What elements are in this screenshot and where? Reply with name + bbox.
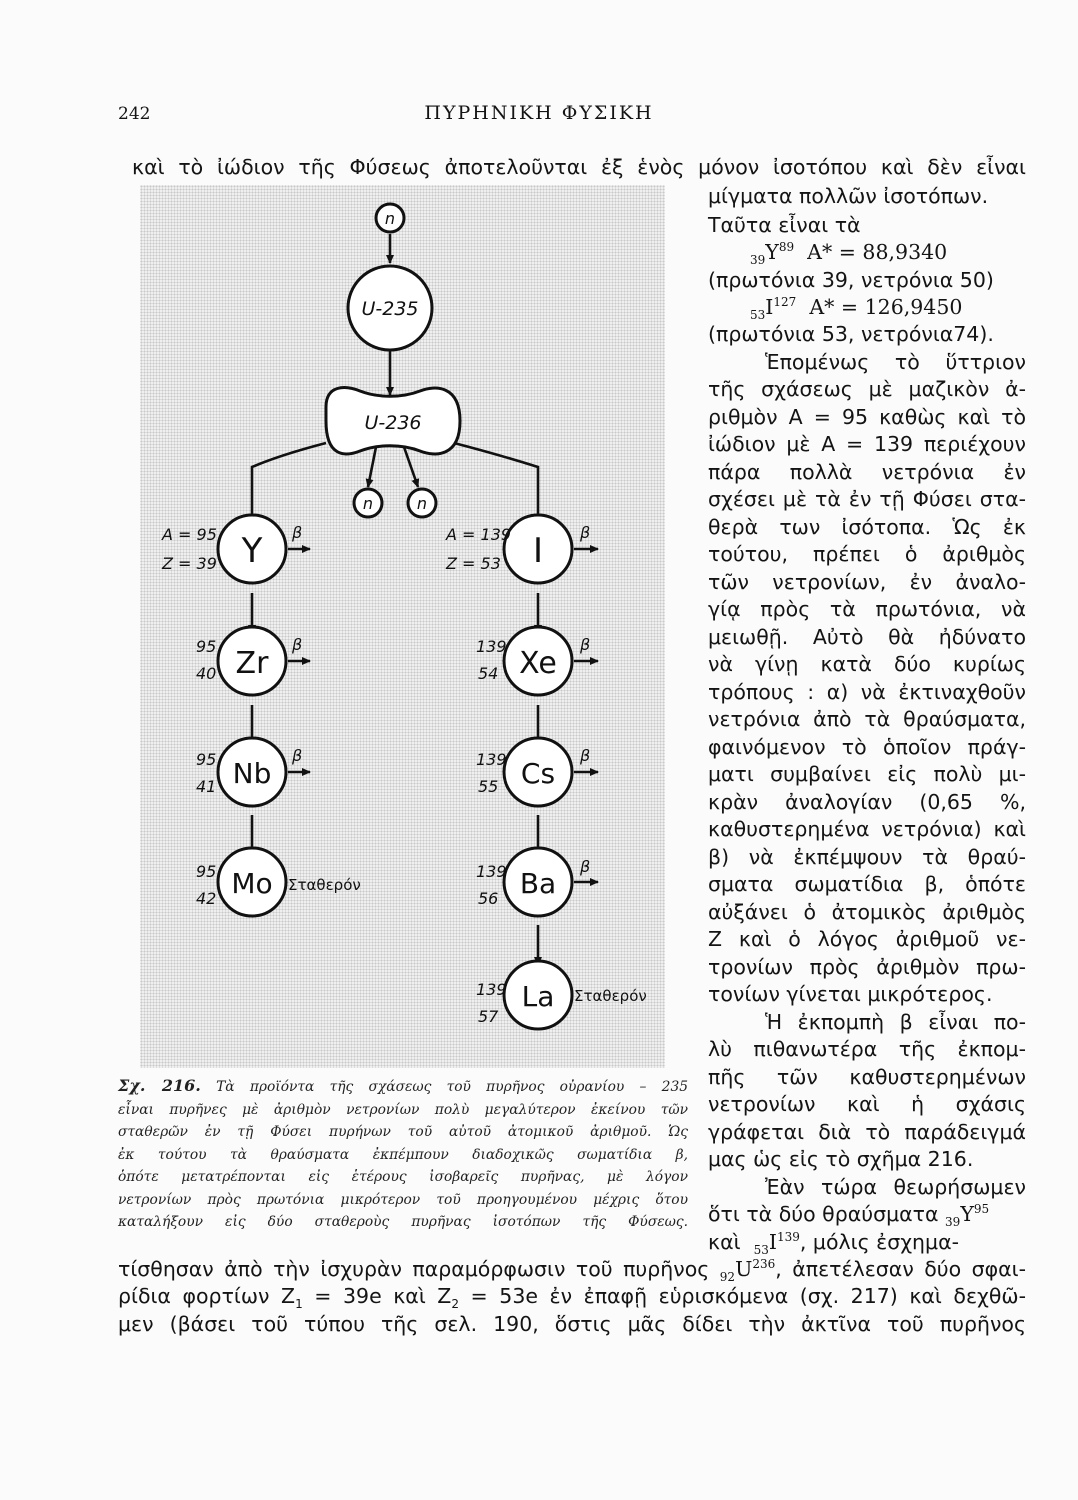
caption-line-4: ἐκ τούτου τὰ θραύσματα ἐκπέμπουν διαδοχικῶς σωματίδια β, [118, 1146, 688, 1163]
col-line-33: πῆς τῶν καθυστερημένων [708, 1065, 1026, 1089]
col-line-14: τούτου, πρέπει ὁ ἀριθμὸς [708, 542, 1026, 566]
col-line-32: λὺ πιθανωτέρα τῆς ἐκπομ- [708, 1037, 1026, 1061]
label-z-53: Z = 53 [446, 554, 501, 573]
caption-line-5: ὁπότε μετατρέπονται εἰς ἑτέρους ἰσοβαρεῖς πυρῆνας, μὲ λόγον [118, 1169, 688, 1185]
symbol-la: La [521, 980, 555, 1013]
col-line-39: καὶ $_{53}I^{139}$, μόλις ἐσχημα- [708, 1230, 959, 1258]
symbol-nb: Nb [232, 757, 272, 790]
stable-label-la: Σταθερόν [574, 987, 647, 1005]
caption-line-3: σταθερῶν ἐν τῇ Φύσει πυρήνων τοῦ αὐτοῦ ἀτομικοῦ ἀριθμοῦ. Ὡς [118, 1124, 688, 1140]
col-line-21: φαινόμενον τὸ ὁποῖον πράγ- [708, 735, 1026, 759]
label-zr-a: 95 [196, 637, 217, 656]
formula-y89: $_{39}Y^{89}$ A* = 88,9340 [750, 240, 948, 268]
page-header [0, 102, 1078, 132]
symbol-zr: Zr [235, 646, 269, 681]
beta-label-i: β [580, 523, 591, 542]
label-z-39: Z = 39 [162, 554, 217, 573]
col-line-11: πάρα πολλὰ νετρόνια ἐν [708, 460, 1026, 484]
label-ba-a: 139 [476, 862, 507, 881]
symbol-cs: Cs [520, 757, 556, 790]
label-la-a: 139 [476, 980, 507, 999]
beta-label-nb: β [292, 746, 303, 765]
symbol-xe: Xe [519, 646, 557, 681]
col-line-27: αὐξάνει ὁ ἀτομικὸς ἀριθμὸς [708, 900, 1026, 924]
label-nb-a: 95 [196, 750, 217, 769]
col-line-34: νετρονίων καὶ ἡ σχάσις [708, 1092, 1026, 1116]
neutron-right-label: n [416, 494, 428, 513]
u235-label: U-235 [361, 298, 419, 320]
label-mo-z: 42 [196, 889, 217, 908]
arrow-u236-n2 [404, 447, 418, 487]
formula-i127: $_{53}I^{127}$ A* = 126,9450 [750, 295, 963, 323]
label-cs-a: 139 [476, 750, 507, 769]
beta-label-ba: β [580, 857, 591, 876]
col-line-13: θερὰ των ἰσότοπα. Ὡς ἐκ [708, 515, 1026, 539]
col-line-12: σχέσει μὲ τὰ ἐν τῇ Φύσει στα- [708, 487, 1026, 511]
symbol-i: I [532, 531, 544, 571]
col-line-25: β) νὰ ἐκπέμψουν τὰ θραύ- [708, 845, 1026, 869]
col-line-23: κρὰν ἀναλογίαν (0,65 %, [708, 790, 1026, 814]
label-a-95: A = 95 [162, 525, 217, 544]
neutron-top-label: n [384, 209, 396, 228]
col-line-4: (πρωτόνια 39, νετρόνια 50) [708, 268, 994, 292]
arrow-u236-y [252, 443, 326, 523]
page-number: 242 [118, 104, 151, 124]
beta-label-cs: β [580, 746, 591, 765]
col-line-37: Ἐὰν τώρα θεωρήσωμεν [765, 1175, 1026, 1199]
label-a-139: A = 139 [446, 525, 512, 544]
caption-line-2: εἶναι πυρῆνες μὲ ἀριθμὸν νετρονίων πολὺ μεγαλύτερον ἐκείνου τῶν [118, 1101, 688, 1118]
col-line-1: μίγματα πολλῶν ἰσοτόπων. [708, 184, 989, 208]
label-mo-a: 95 [196, 862, 217, 881]
stable-label-mo: Σταθερόν [288, 876, 361, 894]
arrow-u236-i [454, 443, 538, 523]
figure-216 [140, 185, 665, 1068]
col-line-9: ριθμὸν A = 95 καθὼς καὶ τὸ [708, 405, 1026, 429]
beta-label-y: β [292, 523, 303, 542]
bottom-line-3: μεν (βάσει τοῦ τύπου τῆς σελ. 190, ὅστις μᾶς δίδει τὴν ἀκτῖνα τοῦ πυρῆνος [118, 1312, 1026, 1336]
col-line-7: Ἑπομένως τὸ ὕττριον [765, 350, 1026, 374]
col-line-16: γίᾳ πρὸς τὰ πρωτόνια, νὰ [708, 597, 1026, 621]
u236-label: U-236 [364, 412, 422, 434]
caption-line-7: καταλήξουν εἰς δύο σταθεροὺς πυρῆνας ἰσοτόπων τῆς Φύσεως. [118, 1214, 688, 1230]
col-line-18: νὰ γίνῃ κατὰ δύο κυρίως [708, 652, 1026, 676]
col-line-29: τρονίων πρὸς ἀριθμὸν πρω- [708, 955, 1026, 979]
col-line-26: σματα σωματίδια β, ὁπότε [708, 872, 1026, 896]
col-line-17: μειωθῇ. Αὐτὸ θὰ ἠδύνατο [708, 625, 1026, 649]
col-line-24: καθυστερημένα νετρόνια) καὶ [708, 817, 1026, 841]
arrow-u236-n1 [368, 447, 376, 487]
running-title: ΠΥΡΗΝΙΚΗ ΦΥΣΙΚΗ [424, 102, 654, 124]
label-ba-z: 56 [478, 889, 499, 908]
col-line-15: τῶν νετρονίων, ἐν ἀναλο- [708, 570, 1026, 594]
bottom-line-1: τίσθησαν ἀπὸ τὴν ἰσχυρὰν παραμόρφωσιν τοῦ πυρῆνος $_{92}U^{236}$, ἀπετέλεσαν δύο σφαι- [118, 1257, 1026, 1285]
col-line-28: Z καὶ ὁ λόγος ἀριθμοῦ νε- [708, 927, 1026, 951]
label-xe-a: 139 [476, 637, 507, 656]
label-xe-z: 54 [478, 664, 499, 683]
beta-label-zr: β [292, 635, 303, 654]
caption-line-6: νετρονίων πρὸς πρωτόνια μικρότερον τοῦ προηγουμένου μέχρις ὅτου [118, 1191, 688, 1208]
col-line-38: ὅτι τὰ δύο θραύσματα $_{39}Y^{95}$ [708, 1202, 990, 1230]
figure-caption [118, 1075, 688, 1234]
label-cs-z: 55 [478, 777, 499, 796]
label-zr-z: 40 [196, 664, 217, 683]
intro-line: καὶ τὸ ἰώδιον τῆς Φύσεως ἀποτελοῦνται ἐξ ἑνὸς μόνον ἰσοτόπου καὶ δὲν εἶναι [132, 155, 1026, 179]
col-line-2: Ταῦτα εἶναι τὰ [708, 213, 861, 237]
beta-label-xe: β [580, 635, 591, 654]
col-line-31: Ἡ ἐκπομπὴ β εἶναι πο- [765, 1010, 1026, 1034]
symbol-ba: Ba [519, 867, 557, 900]
label-nb-z: 41 [196, 777, 217, 796]
col-line-35: γράφεται διὰ τὸ παράδειγμά [708, 1120, 1026, 1144]
label-la-z: 57 [478, 1007, 499, 1026]
col-line-19: τρόπους : α) νὰ ἐκτιναχθοῦν [708, 680, 1026, 704]
symbol-y: Y [241, 531, 263, 571]
neutron-left-label: n [362, 494, 374, 513]
caption-line-1: Σχ. 216. Τὰ προϊόντα τῆς σχάσεως τοῦ πυρῆνος οὐρανίου – 235 [118, 1076, 688, 1095]
col-line-6: (πρωτόνια 53, νετρόνια74). [708, 322, 994, 346]
bottom-line-2: ρίδια φορτίων $Z_1 = 39e$ καὶ $Z_2 = 53e$ ἐν ἐπαφῇ εὑρισκόμενα (σχ. 217) καὶ δεχθῶ- [118, 1284, 1026, 1312]
col-line-30: τονίων γίνεται μικρότερος. [708, 982, 993, 1006]
col-line-22: ματι συμβαίνει εἰς πολὺ μι- [708, 762, 1026, 786]
col-line-10: ἰώδιον μὲ A = 139 περιέχουν [708, 432, 1026, 456]
col-line-36: μας ὡς εἰς τὸ σχῆμα 216. [708, 1147, 974, 1171]
col-line-20: νετρόνια ἀπὸ τὰ θραύσματα, [708, 707, 1026, 731]
symbol-mo: Mo [231, 867, 273, 900]
col-line-8: τῆς σχάσεως μὲ μαζικὸν ἀ- [708, 377, 1026, 401]
decay-chain-diagram [140, 185, 665, 1068]
caption-label: Σχ. 216. [118, 1076, 201, 1095]
